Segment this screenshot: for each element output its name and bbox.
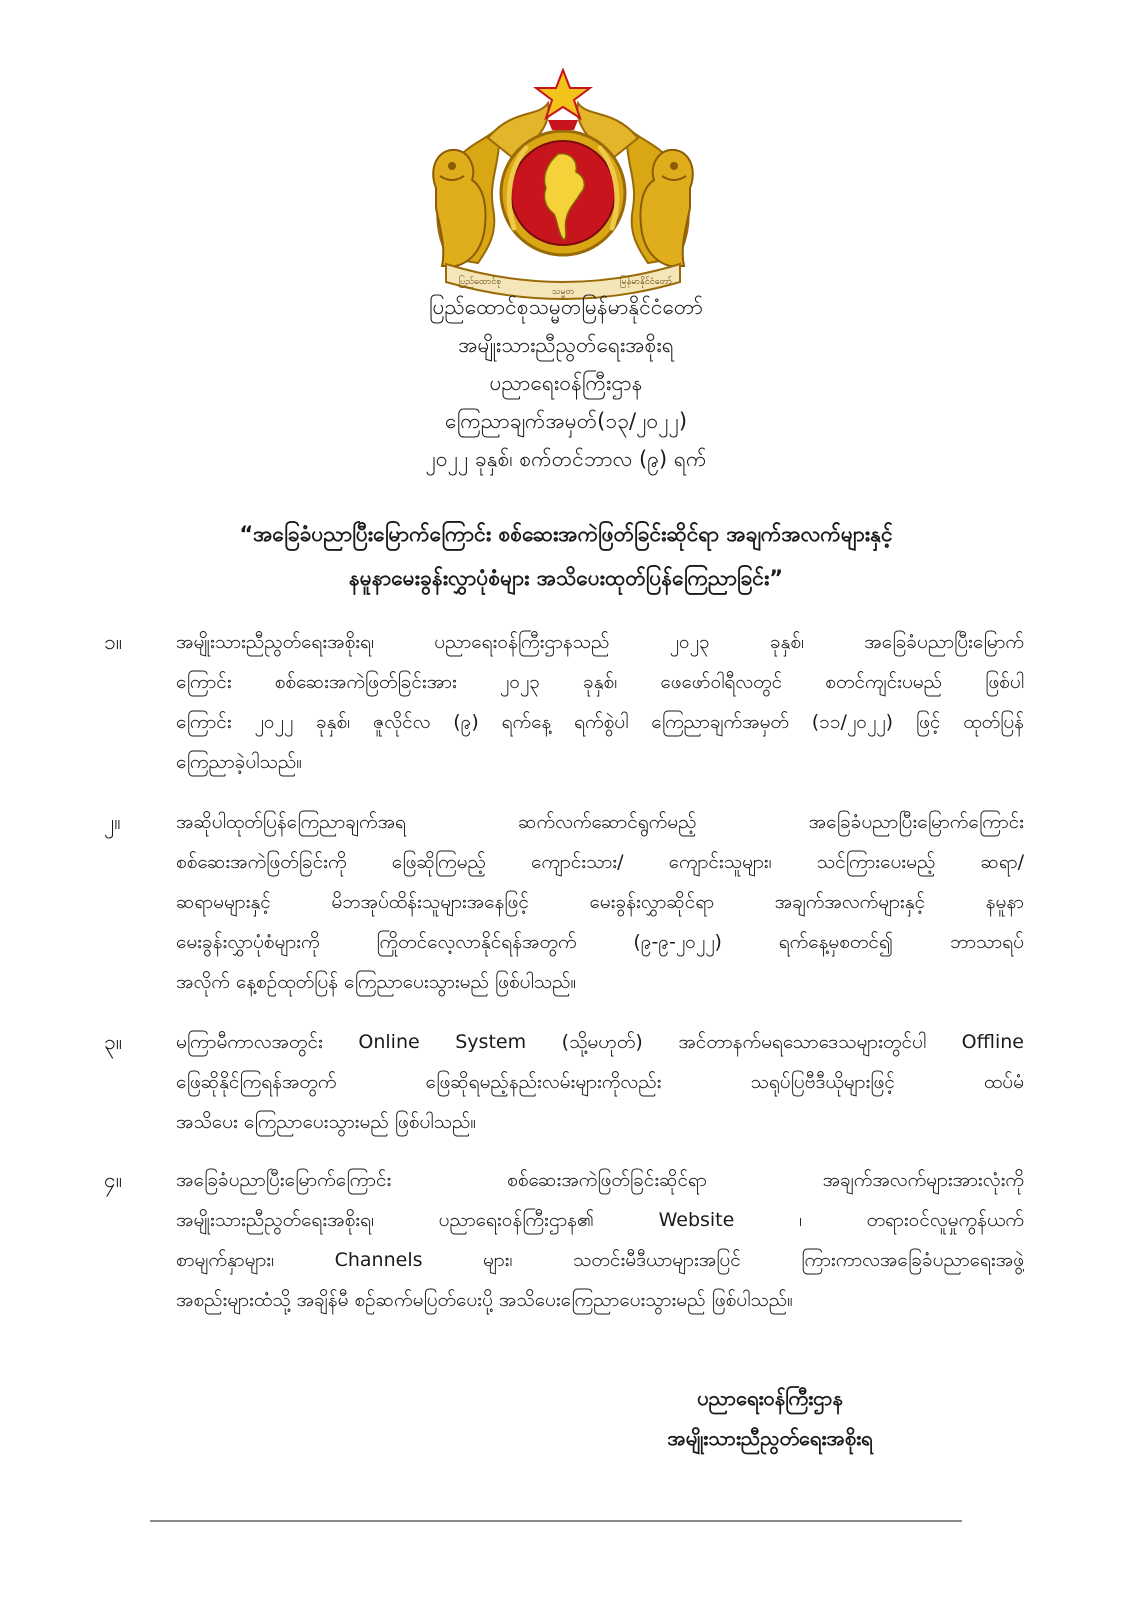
signature-block [620, 1378, 920, 1458]
notice-header [150, 288, 982, 478]
signature-ministry: ပညာရေးဝန်ကြီးဌာန [697, 1386, 843, 1410]
paragraph-line: ကြောင်း ၂၀၂၂ ခုနှစ်၊ ဇူလိုင်လ (၉) ရက်နေ့ ရက်စွဲပါ ကြေညာချက်အမှတ် (၁၁/၂၀၂၂) ဖြင့် ထုတ်ပြန် [176, 711, 1024, 733]
paragraph-line: အစည်းများထံသို့ အချိန်မီ စဉ်ဆက်မပြတ်ပေးပို့ အသိပေးကြေညာပေးသွားမည် ဖြစ်ပါသည်။ [176, 1289, 793, 1311]
paragraph-line: စစ်ဆေးအကဲဖြတ်ခြင်းကို ဖြေဆိုကြမည့် ကျောင်းသား/ ကျောင်းသူများ၊ သင်ကြားပေးမည့် ဆရာ/ [176, 851, 1024, 873]
paragraph-number: ၁။ [104, 630, 123, 654]
header-country: ပြည်ထောင်စုသမ္မတမြန်မာနိုင်ငံတော် [428, 295, 703, 319]
paragraph-line: မကြာမီကာလအတွင်း Online System (သို့မဟုတ်) အင်တာနက်မရသောဒေသများတွင်ပါ Offline [176, 1031, 1024, 1053]
paragraph-number: ၃။ [104, 1030, 123, 1054]
state-seal [418, 68, 708, 300]
paragraph-line: ကြေညာခဲ့ပါသည်။ [176, 751, 302, 773]
header-date: ၂၀၂၂ ခုနှစ်၊ စက်တင်ဘာလ (၉) ရက် [425, 447, 707, 471]
footer-divider [150, 1520, 962, 1522]
paragraph-line: အခြေခံပညာပြီးမြောက်ကြောင်း စစ်ဆေးအကဲဖြတ်ခြင်းဆိုင်ရာ အချက်အလက်များအားလုံးကို [176, 1169, 1024, 1191]
paragraph-line: စာမျက်နှာများ၊ Channels များ၊ သတင်းမီဒီယာများအပြင် ကြားကာလအခြေခံပညာရေးအဖွဲ့ [176, 1249, 1024, 1271]
paragraph-line: အသိပေး ကြေညာပေးသွားမည် ဖြစ်ပါသည်။ [176, 1111, 477, 1133]
header-ministry: ပညာရေးဝန်ကြီးဌာန [489, 371, 643, 395]
seal-banner-right: မြန်မာနိုင်ငံတော် [619, 277, 673, 287]
paragraph-number: ၂။ [104, 810, 121, 834]
paragraph-number: ၄။ [104, 1168, 123, 1192]
paragraph-line: အဆိုပါထုတ်ပြန်ကြေညာချက်အရ ဆက်လက်ဆောင်ရွက်မည့် အခြေခံပညာပြီးမြောက်ကြောင်း [176, 811, 1024, 833]
title-line-2: နမူနာမေးခွန်းလွှာပုံစံများ အသိပေးထုတ်ပြန်ကြေညာခြင်း” [348, 566, 784, 590]
paragraph-line: မေးခွန်းလွှာပုံစံများကို ကြိုတင်လေ့လာနိုင်ရန်အတွက် (၉-၉-၂၀၂၂) ရက်နေ့မှစတင်၍ ဘာသာရပ် [176, 931, 1024, 953]
paragraph-line: အမျိုးသားညီညွတ်ရေးအစိုးရ၊ ပညာရေးဝန်ကြီးဌာနသည် ၂၀၂၃ ခုနှစ်၊ အခြေခံပညာပြီးမြောက် [176, 631, 1024, 653]
notice-title [120, 512, 1012, 600]
header-announcement-number: ကြေညာချက်အမှတ်(၁၃/၂၀၂၂) [444, 409, 688, 433]
paragraph-line: ဆရာမများနှင့် မိဘအုပ်ထိန်းသူများအနေဖြင့် မေးခွန်းလွှာဆိုင်ရာ အချက်အလက်များနှင့် နမူနာ [176, 891, 1024, 913]
seal-banner-center: သမ္မတ [551, 287, 575, 297]
paragraph-line: အလိုက် နေ့စဉ်ထုတ်ပြန် ကြေညာပေးသွားမည် ဖြစ်ပါသည်။ [176, 971, 577, 993]
signature-government: အမျိုးသားညီညွတ်ရေးအစိုးရ [667, 1426, 873, 1450]
paragraph-line: ကြောင်း စစ်ဆေးအကဲဖြတ်ခြင်းအား ၂၀၂၃ ခုနှစ်၊ ဖေဖော်ဝါရီလတွင် စတင်ကျင်းပမည် ဖြစ်ပါ [176, 671, 1024, 693]
paragraph-line: ဖြေဆိုနိုင်ကြရန်အတွက် ဖြေဆိုရမည့်နည်းလမ်းများကိုလည်း သရုပ်ပြဗီဒီယိုများဖြင့် ထပ်မံ [176, 1071, 1024, 1093]
paragraph-line: အမျိုးသားညီညွတ်ရေးအစိုးရ၊ ပညာရေးဝန်ကြီးဌာန၏ Website ၊ တရားဝင်လူမှုကွန်ယက် [176, 1209, 1024, 1231]
header-government: အမျိုးသားညီညွတ်ရေးအစိုးရ [458, 333, 674, 357]
title-line-1: “အခြေခံပညာပြီးမြောက်ကြောင်း စစ်ဆေးအကဲဖြတ်ခြင်းဆိုင်ရာ အချက်အလက်များနှင့် [239, 522, 893, 546]
seal-banner-left: ပြည်ထောင်စု [458, 277, 502, 287]
